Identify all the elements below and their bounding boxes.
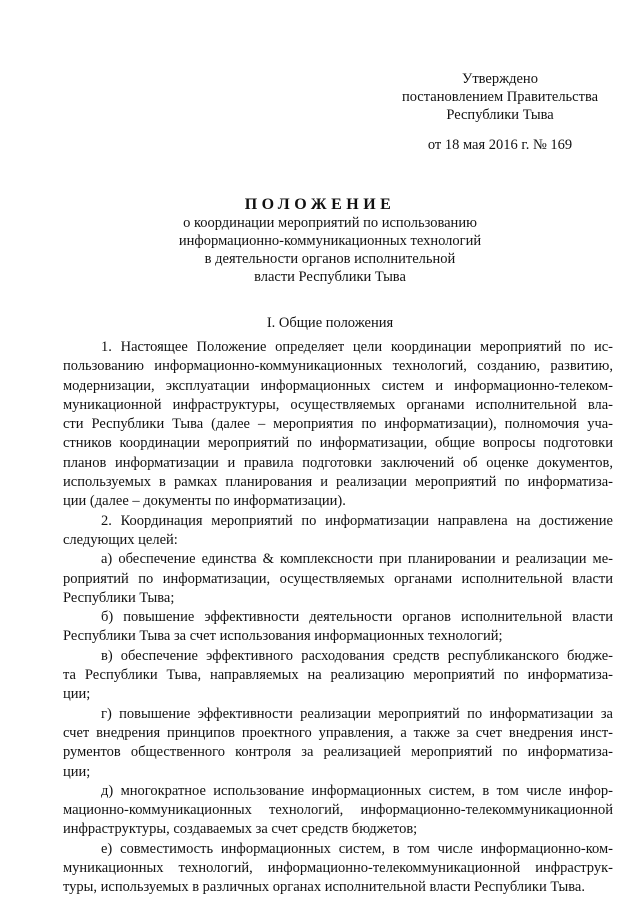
paragraph-line: муникационной инфраструктуры, осуществляемых органами исполнительной вла- xyxy=(63,396,613,413)
paragraph-line: Республики Тыва; xyxy=(63,589,175,606)
paragraph-line: туры, используемых в различных органах исполнительной власти Республики Тыва. xyxy=(63,879,585,896)
paragraph-line: Республики Тыва за счет использования информационных технологий; xyxy=(63,628,503,645)
paragraph-line: а) обеспечение единства & комплексности при планировании и реализации ме- xyxy=(101,551,613,568)
paragraph-line: 1. Настоящее Положение определяет цели координации мероприятий по ис- xyxy=(101,339,613,355)
subtitle-line: в деятельности органов исполнительной xyxy=(204,251,456,267)
paragraph-line: пользованию информационно-коммуникационных технологий, созданию, развитию, xyxy=(63,358,613,375)
paragraph xyxy=(63,512,613,551)
approval-line-republic: Республики Тыва xyxy=(446,107,554,123)
paragraph-line: муникационных технологий, информационно-телекоммуникационной инфраструк- xyxy=(63,860,613,877)
paragraph xyxy=(63,647,613,705)
document-subtitle xyxy=(80,214,580,286)
paragraph-line: стников координации мероприятий по информатизации, общие вопросы подготовки xyxy=(63,435,613,452)
paragraph-line: следующих целей: xyxy=(63,531,178,548)
paragraph xyxy=(63,608,613,647)
paragraph xyxy=(63,550,613,608)
paragraph-line: счет внедрения принципов проектного управления, а также за счет внедрения инст- xyxy=(63,724,613,741)
paragraph-line: б) повышение эффективности деятельности органов исполнительной власти xyxy=(101,609,613,626)
approval-line-decree: постановлением Правительства xyxy=(401,89,599,105)
paragraph-line: модернизации, эксплуатации информационных систем и информационно-телеком- xyxy=(63,377,613,394)
paragraph-line: планов информатизации и правила подготовки заключений об оценке документов, xyxy=(63,454,613,471)
paragraph-line: та Республики Тыва, направляемых на реализацию мероприятий по информатиза- xyxy=(63,667,613,684)
approval-date: от 18 мая 2016 г. № 169 xyxy=(427,137,573,153)
approval-line-approved: Утверждено xyxy=(462,71,538,87)
paragraph-line: д) многократное использование информационных систем, в том числе инфор- xyxy=(101,782,613,799)
paragraph-line: ции; xyxy=(63,763,91,780)
paragraph-line: ции; xyxy=(63,686,91,703)
paragraph-line: мационно-коммуникационных технологий, информационно-телекоммуникационной xyxy=(63,802,613,819)
paragraph xyxy=(63,705,613,782)
subtitle-line: информационно-коммуникационных технологий xyxy=(178,233,482,249)
subtitle-line: о координации мероприятий по использованию xyxy=(183,215,477,231)
paragraph xyxy=(63,782,613,840)
subtitle-line: власти Республики Тыва xyxy=(254,269,406,285)
paragraph-line: 2. Координация мероприятий по информатизации направлена на достижение xyxy=(101,512,613,529)
approval-stamp xyxy=(380,70,620,154)
paragraph-line: используемых в рамках планирования и реализации мероприятий по информатиза- xyxy=(63,474,613,491)
paragraph-line: сти Республики Тыва (далее – мероприятия по информатизации), полномочия уча- xyxy=(63,416,613,433)
paragraph-line: е) совместимость информационных систем, в том числе информационно-ком- xyxy=(101,840,613,857)
document-title: ПОЛОЖЕНИЕ xyxy=(244,196,396,213)
paragraph xyxy=(63,840,613,898)
paragraph-line: роприятий по информатизации, осуществляемых органами исполнительной власти xyxy=(63,570,613,587)
paragraph-line: инфраструктуры, создаваемых за счет средств бюджетов; xyxy=(63,821,418,838)
paragraph-line: в) обеспечение эффективного расходования средств республиканского бюдже- xyxy=(101,647,613,664)
section-heading: I. Общие положения xyxy=(266,315,394,331)
paragraph-line: ции (далее – документы по информатизации). xyxy=(63,493,346,510)
document-body xyxy=(63,338,613,898)
paragraph-line: рументов общественного контроля за реализацией мероприятий по информатиза- xyxy=(63,744,613,761)
paragraph-line: г) повышение эффективности реализации мероприятий по информатизации за xyxy=(101,705,613,722)
paragraph xyxy=(63,338,613,512)
